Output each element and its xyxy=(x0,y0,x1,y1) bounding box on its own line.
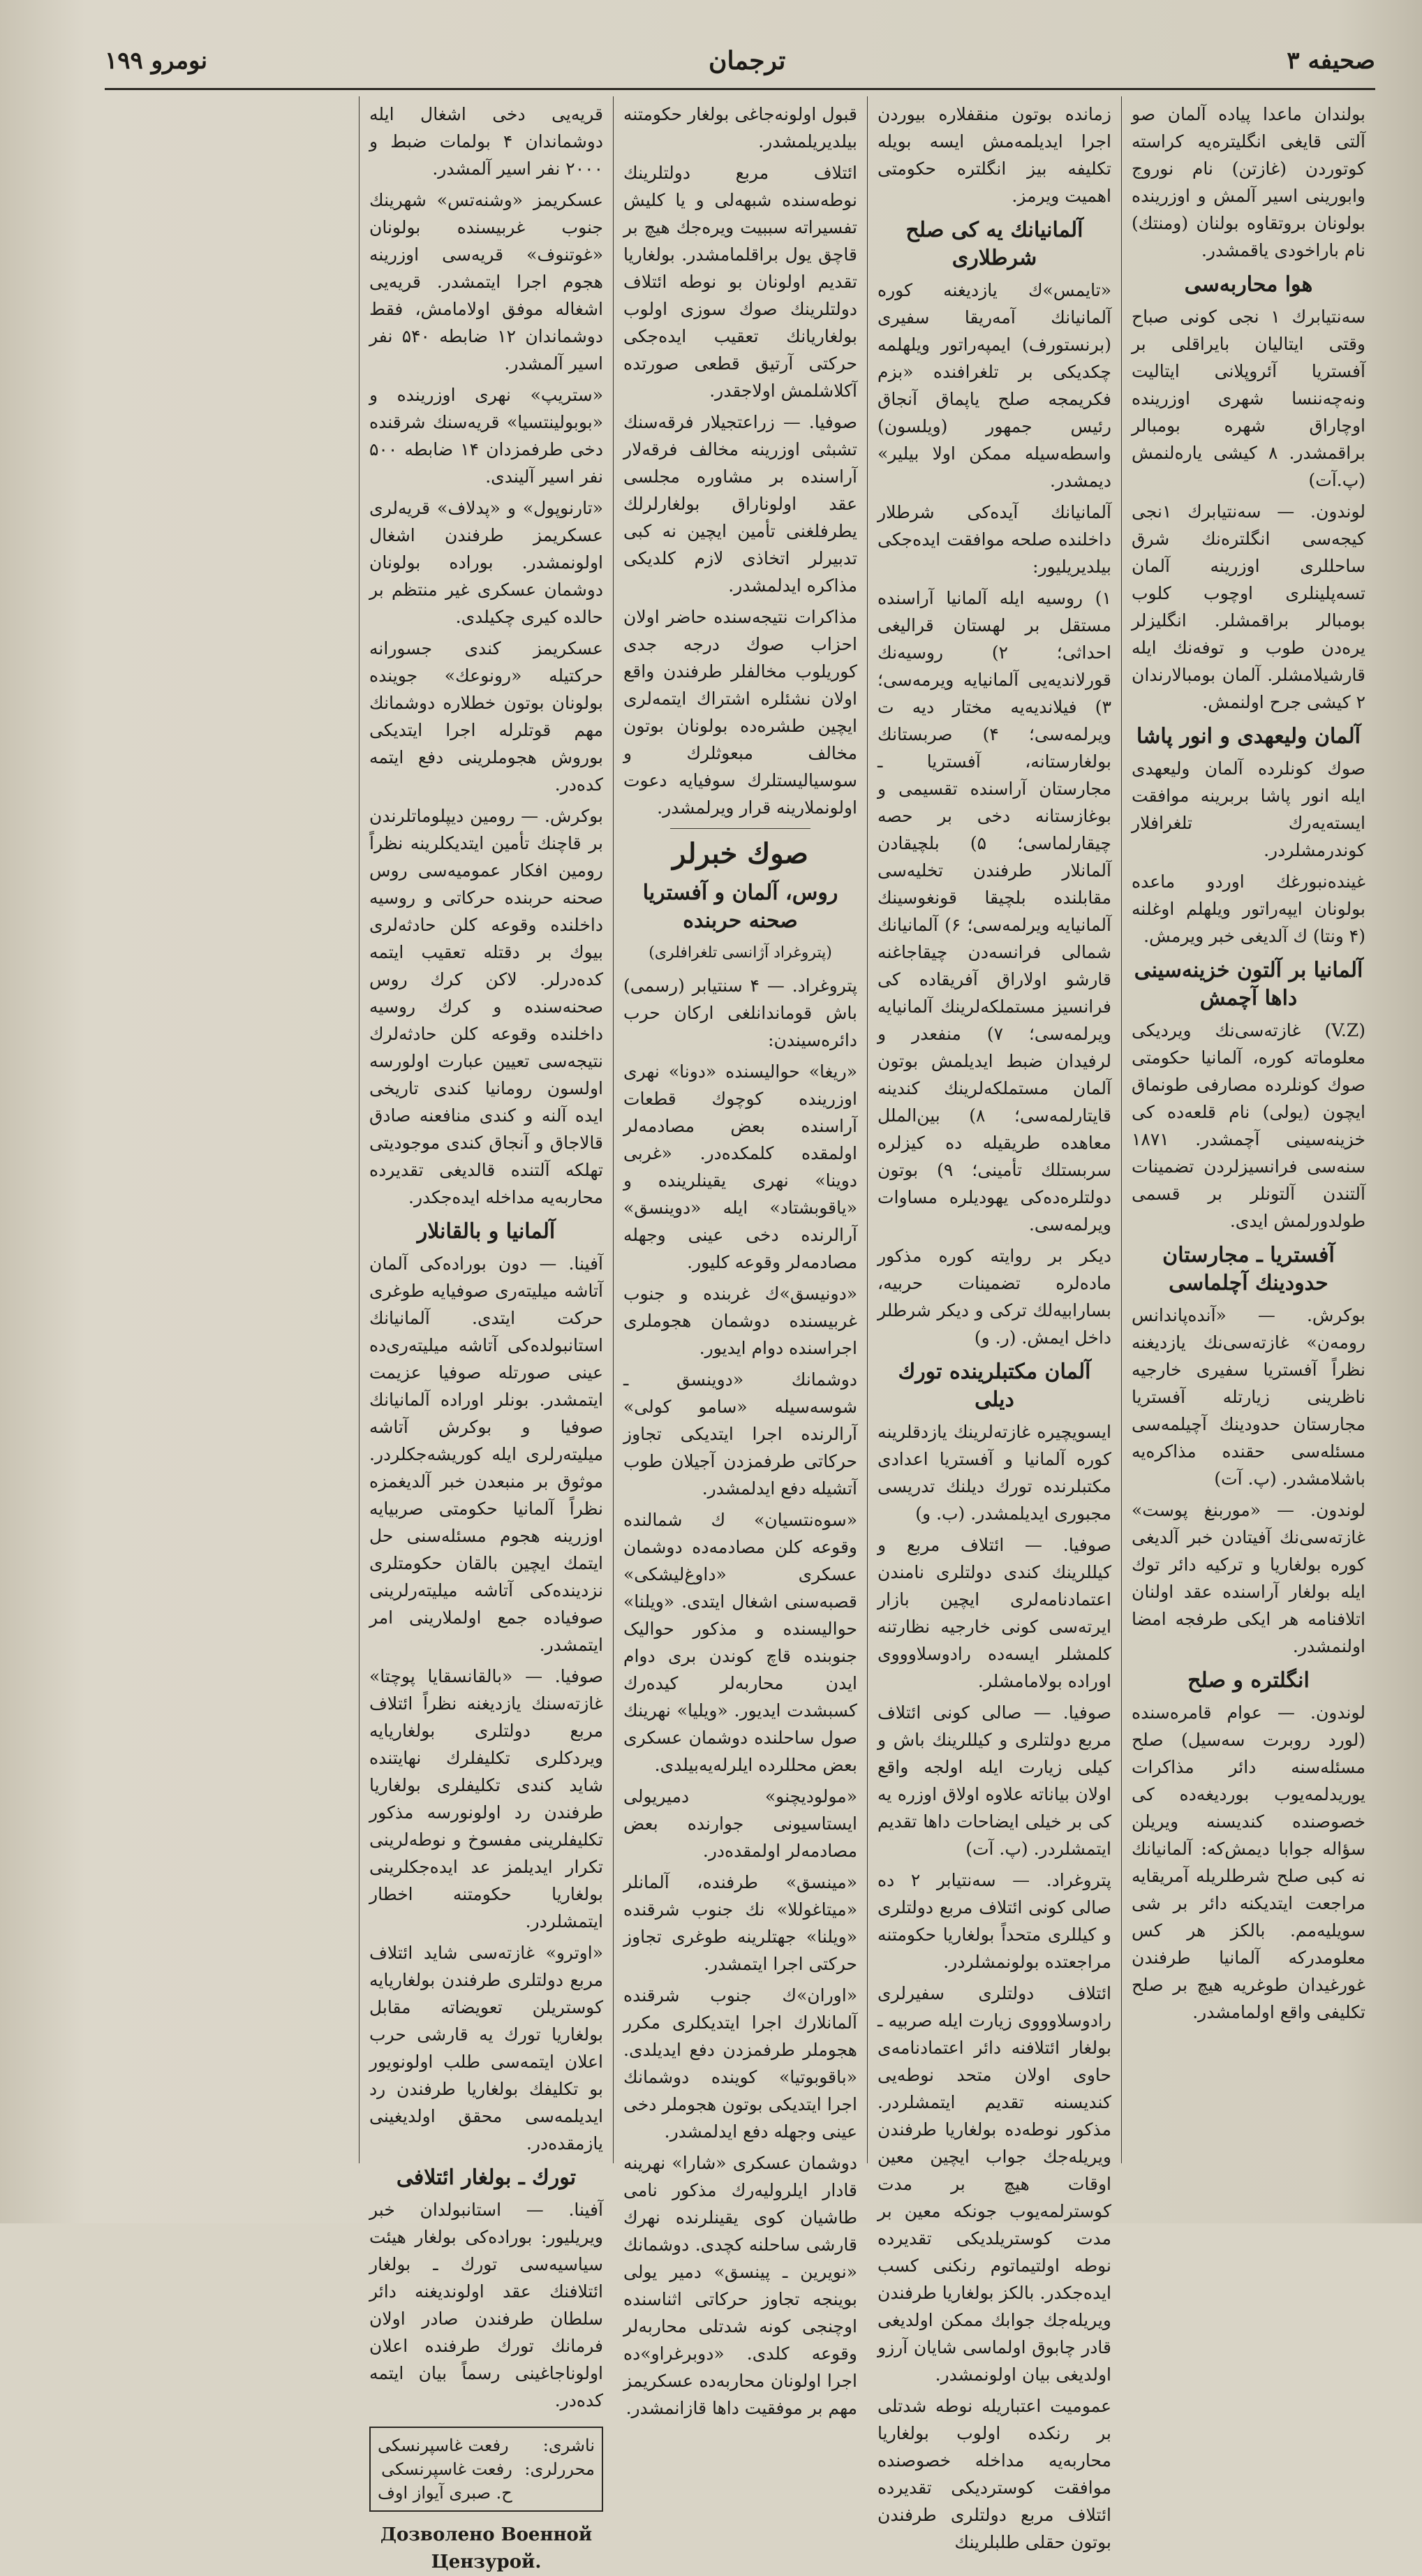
article-heading: تورك ـ بولغار ائتلافی xyxy=(396,2165,577,2190)
article-paragraph: قریه‌یی دخی اشغال ایله دوشماندان ۴ بولمات ضبط و ۲۰۰۰ نفر اسیر آلمشدر. xyxy=(369,104,603,179)
article-paragraph: غینده‌نبورغك اوردو ماعده بولونان ایپه‌راتور ویلهلم اوغلنه (۴ ونتا) ك آلدیغی خبر ویرمش. xyxy=(1132,871,1365,946)
article-paragraph: «ستریپ» نهری اوزرینده و «بوبولینتسیا» قریه‌سنك شرقنده دخی طرفمزدان ۱۴ ضابطه ۵۰۰ نفر اسیر آلیندی. xyxy=(369,385,603,487)
article-paragraph: ائتلاف دولتلری سفیرلری رادوسلاوووی زیارت ایله صربیه ـ بولغار ائتلافنه دائر اعتمادنامه‌ی حاوی اولان متحد نوطه‌یی کندیسنه تقدیم ایتمشلردر. مذکور نوطه‌ده بولغاریا طرفندن ویریله‌جك جواب ایچین معین اوقات هیچ بر مدت کوسترلمه‌یوب جونکه معین بر مدت کوستریلدیکی تقدیرده نوطه اولتیماتوم رنکنی کسب ایده‌جکدر. بالکز بولغاریا طرفندن ویریله‌جك جوابك ممکن اولدیغی قادر چابوق اولماسی شایان آرزو اولدیغی بیان اولونمشدر. xyxy=(877,1983,1111,2385)
article-subheading: (پتروغراد آژانسی تلغرافلری) xyxy=(649,944,832,962)
article-heading: آلمانیا بر آلتون خزینه‌سینی داها آچمش xyxy=(1134,958,1363,1010)
article-paragraph: (V.Z) غازته‌سی‌نك ویردیکی معلوماته کوره، آلمانیا حکومتی صوك کونلرده مصارفی طونماق ایچون (یولی) نام قلعه‌ده کی خزینه‌سینی آچمشدر. ۱۸۷۱ سنه‌سی فرانسیزلردن تضمینات آلتندن آلتونلر بر قسمی طولدورلمش ایدی. xyxy=(1132,1020,1365,1231)
article-paragraph: سه‌نتیابرك ۱ نجی کونی صباح وقتی ایتالیان بایراقلی بر آفستریا آئروپلانی ایتالیت ونه‌چه‌ننسا شهری اوزرینده اوچاراق شهره بومبالر براقمشدر. ۸ کیشی یاره‌لنمش (پ.آت) xyxy=(1132,307,1365,490)
article-paragraph: صوفیا. — صالی کونی ائتلاف مربع دولتلری و کیللرینك باش و کیلی زیارت ایله اولجه واقع اولان بیاناته علاوه اولاق اوزره یه کی بر خیلی ایضاحات داها تقدیم ایتمشلردر. (پ. آت) xyxy=(877,1702,1111,1859)
article-paragraph: «سوه‌نتسیان» ك شمالنده وقوعه کلن مصادمه‌ده دوشمان عسکری «داوغ‌لیشکی» قصبه‌سنی اشغال ایتدی. «ویلنا» حوالیسنده و مذکور حوالیک جنوبنده قاچ کوندن بری دوام ایدن محاربه‌لر کیده‌رك کسبشدت ایدیور. «ویلیا» نهرینك صول ساحلنده دوشمان عسکری بعض محللرده ایلرله‌یه‌بیلدی. xyxy=(623,1510,857,1775)
imprint-box xyxy=(369,2427,603,2512)
article-paragraph: «اوترو» غازته‌سی شاید ائتلاف مربع دولتلری طرفندن بولغاریایه کوستریلن تعویضاته مقابل بولغاریا تورك یه قارشی حرب اعلان ایتمه‌سی طلب اولونویور بو تکلیفك بولغاریا طرفندن رد ایدیلمه‌سی محقق اولدیغینی یازمقده‌در. xyxy=(369,1943,603,2154)
column-4 xyxy=(359,96,613,2573)
article-heading: آلمان ولیعهدی و انور پاشا xyxy=(1136,724,1361,749)
newspaper-title: ترجمان xyxy=(709,46,786,75)
article-heading: صوك خبرلر xyxy=(672,837,808,870)
column-1 xyxy=(1121,96,1375,2163)
article-paragraph: صوفیا. — «بالقانسقایا پوچتا» غازته‌سنك یازدیغنه نظراً ائتلاف مربع دولتلری بولغاریایه ویردکلری تکلیفلرك نهایتنده شاید کندی تکلیفلری بولغاریا طرفندن رد اولونورسه مذکور تکلیفلرینی مفسوخ و نوطه‌لرینی تکرار ایدیلمز عد ایده‌جکلرینی بولغاریا حکومتنه اخطار ایتمشلردر. xyxy=(369,1666,603,1931)
article-paragraph: «تایمس»ك یازدیغنه کوره آلمانیانك آمه‌ریقا سفیری (برنستورف) ایمپه‌راتور ویلهلمه چکدیکی بر تلغرافنده «بزم فکریمجه صلح یاپماق آنجاق رئیس جمهور (ویلسون) واسطه‌سیله ممکن اولا بیلیر» دیمشدر. xyxy=(877,280,1111,491)
article-paragraph: «مینسق» طرفنده، آلمانلر «میتاغوللا» نك جنوب شرقنده «ویلنا» جهتلرینه طوغری تجاوز حرکتی اجرا ایتمشدر. xyxy=(623,1872,857,1974)
article-paragraph: دوشمانك «دوینسق ـ شوسه‌سیله «سامو کولی» آرالرنده اجرا ایتدیکی تجاوز حرکاتی طرفمزدن آجیلان طوب آتشیله دفع ایدلمشدر. xyxy=(623,1369,857,1499)
article-paragraph: «ریغا» حوالیسنده «دونا» نهری اوزرینده کوچوك قطعات آراسنده بعض مصادمه‌لر اولمقده کلمکده‌در. «غربی دوینا» نهری یقینلرینده و «یاقوبشتاد» ایله «دوینسق» آرالرنده دخی عینی وجهله مصادمه‌لر وقوعه کلیور. xyxy=(623,1061,857,1272)
editors-label: محررلری: xyxy=(524,2459,595,2479)
article-paragraph: آفینا. — استانبولدان خبر ویریلیور: بوراده‌کی بولغار هیئت سیاسیه‌سی تورك ـ بولغار ائتلافنك عقد اولوندیغنه دائر سلطان طرفندن صادر اولان فرمانك تورك طرفنده اعلان اولوناجاغینی رسماً بیان ایتمه کده‌در. xyxy=(369,2200,603,2411)
article-paragraph: لوندون. — «موربنغ پوست» غازته‌سی‌نك آفیتادن خبر آلدیغی کوره بولغاریا و ترکیه دائر توك ایله بولغار آراسنده عقد اولنان اتلافنامه هر ایکی طرفجه امضا اولنمشدر. xyxy=(1132,1500,1365,1656)
article-paragraph: لوندون. — عوام قامره‌سنده (لورد روبرت سه‌سیل) صلح مسئله‌سنه دائر مذاکرات یوریدلمه‌یوب بوردیغه‌ده کی خصوصنده کندیسنه ویریلن سؤاله جوابا دیمش‌که: آلمانیانك نه کبی صلح شرطلریله آمریقایه مراجعت ایتدیکنه دائر بر شی سویلیه‌مم. بالکز هر کس معلومدرکه آلمانیا طرفندن غورغیدان طوغریه هیچ بر صلح تکلیفی واقع اولمامشدر. xyxy=(1132,1702,1365,2022)
article-heading: انگلتره و صلح xyxy=(1187,1668,1310,1693)
article-heading: آلمانیا و بالقانلار xyxy=(417,1219,556,1244)
column-3 xyxy=(613,96,867,2418)
article-heading: آلمان مکتبلرینده تورك دیلی xyxy=(898,1360,1091,1412)
article-paragraph: آلمانیانك آیده‌کی شرطلار داخلنده صلحه موافقت ایده‌جکی بیلدیریلیور: xyxy=(877,502,1111,577)
masthead xyxy=(105,36,1375,85)
article-paragraph: ۱) روسیه ایله آلمانیا آراسنده مستقل بر لهستان قرالیغی احداثی؛ ۲) روسیه‌نك قورلاندیه‌یی آلمانیایه ویرمه‌سی؛ ۳) فیلاندیه‌یه مختار دیه ت ویرلمه‌سی؛ ۴) صربستانك بولغارستانه، آفستریا ـ مجارستان آراسنده تقسیمی و بوغازستانه دخی بر حصه چیقارلماسی؛ ۵) بلچیقادن آلمانلار طرفندن تخلیه‌سی مقابلنده بلچیقا قونغوسینك آلمانیایه ویرلمه‌سی؛ ۶) آلمانیانك شمالی فرانسه‌دن چیقاجاغنه قارشو اولاراق آفریقاده کی فرانسیز مستملکه‌لرینك آلمانیایه ویرلمه‌سی؛ ۷) منفعدر و لرفیدان ضبط ایدیلمش بوتون آلمان مستملکه‌لرینك کندینه قایتارلمه‌سی؛ ۸) بین‌الملل معاهده طریقیله ده کیزلره سربستلك تأمینی؛ ۹) بوتون دولتلره‌ده‌کی یهودیلره مساوات ویرلمه‌سی. xyxy=(877,588,1112,1235)
article-paragraph: عسکریمز کندی جسورانه حرکتیله «رونوعك» جوینده بولونان بوتون خطلاره دوشمانك مهم قوتلرله اجرا ایتدیکی بوروش هجوملرینی دفع ایتمه کده‌در. xyxy=(369,638,603,795)
article-paragraph: آفینا. — دون بوراده‌کی آلمان آتاشه میلیته‌ری صوفیایه طوغری حرکت ایتدی. آلمانیانك استانبولده‌کی آتاشه میلیته‌ری‌ده‌ عینی صورتله صوفیا عزیمت ایتمشدر. بونلر اوراده آلمانیانك صوفیا و بوکرش آتاشه میلیته‌رلری ایله کوریشه‌جکلردر. موثوق بر منبعدن خبر آلدیغمزه نظراً آلمانیا حکومتی صربیایه اوزرینه هجوم مسئله‌سنی حل ایتمك ایچین بالقان حکومتلری نزدینده‌کی آتاشه میلیته‌رلرینی صوفیاده جمع اولملارینی امر ایتمشدر. xyxy=(369,1253,603,1655)
section-divider xyxy=(670,828,810,829)
publisher-name: رفعت غاسپرنسکی xyxy=(378,2436,509,2455)
article-paragraph: عمومیت اعتباریله نوطه شدتلی بر رنکده اولوب بولغاریا محاربه‌یه مداخله خصوصنده موافقت کوستردیکی تقدیرده ائتلاف مربع دولتلری طرفندن بوتون حقلی طلبلرینك xyxy=(877,2396,1111,2552)
editor-name: رفعت غاسپرنسکی xyxy=(381,2459,512,2479)
article-paragraph: قبول اولونه‌جاغی بولغار حکومتنه بیلدیریلمشدر. xyxy=(623,104,857,152)
article-paragraph: پتروغراد. — ۴ سنتیابر (رسمی) باش قوماندانلغی ارکان حرب دائره‌سیندن: xyxy=(623,976,857,1050)
editor-name: ح. صبری آیواز اوف xyxy=(378,2483,512,2503)
article-paragraph: بوکرش. — رومین دیپلوماتلرندن بر قاچنك تأمین ایتدیکلرینه نظراً رومین افکار عمومیه‌سی روس صحنه حربنده حرکاتی و روسیه داخلنده وقوعه کلن حادثه‌لری بیوك بر دقتله تعقیب ایتمه کده‌درلر. لاکن کرك روس صحنه‌سنده و کرك روسیه داخلنده وقوعه کلن حادثه‌لرك نتیجه‌سی تعیین عبارت اولورسه اولسون رومانیا کندی تاریخی ایده آلنه و کندی منافعنه صادق قالاجاق و آنجاق کندی موجودیتی تهلکه آلتنده قالدیغی تقدیرده محاربه‌یه مداخله ایده‌جکدر. xyxy=(369,806,603,1207)
article-paragraph: بولندان ماعدا پیاده آلمان صو آلتی قایغی انگلیتره‌یه کراسته کوتوردن (غازتن) نام نوروج وابورینی اسیر آلمش و اوزرینده بولونان بروتقاوه بولنان (ومنتك) نام باراخودی یاقمشدر. xyxy=(1132,104,1365,260)
article-heading: آلمانیانك یه کی صلح شرطلاری xyxy=(905,218,1083,270)
censorship-notice: Дозволено Военной Цензурой. xyxy=(380,2524,593,2573)
article-paragraph: «دونیسق»ك غربنده و جنوب غربیسنده دوشمان هجوملری اجراسنده دوام ایدیور. xyxy=(623,1283,857,1358)
article-paragraph: پتروغراد. — سه‌نتیابر ۲ ده صالی کونی ائتلاف مربع دولتلری و کیللری متحداً بولغاریا حکومتنه مراجعتده بولونمشلردر. xyxy=(877,1870,1111,1972)
article-paragraph: صوفیا. — ائتلاف مربع و کیللرینك کندی دولتلری نامندن اعتمادنامه‌لری ایچین بازار ایرته‌سی کونی خارجیه نظارتنه کلمشلر ایسه‌ده رادوسلاوووی اوراده بولامامشلر. xyxy=(877,1535,1111,1691)
article-paragraph: زمانده بوتون منقفلاره بیوردن اجرا ایدیلمه‌مش ایسه بویله تکلیفه بیز انگلتره حکومتی اهمیت ویرمز. xyxy=(877,104,1111,206)
publisher-label: ناشری: xyxy=(542,2436,595,2455)
article-heading: هوا محاربه‌سی xyxy=(1184,272,1313,297)
publisher-row xyxy=(378,2434,595,2457)
article-paragraph: دوشمان عسکری «شارا» نهرینه قادار ایلرولیه‌رك مذکور نامی طاشیان کوی یقینلرنده نهرك قارشی ساحلنه کچدی. دوشمانك «نویرین ـ پینسق» دمیر یولی بوینجه تجاوز حرکاتی اثناسنده اوچنجی کونه شدتلی محاربه‌لر وقوعه کلدی. «دوبرغراو»ده اجرا اولونان محاربه‌ده عسکریمز مهم بر موفقیت داها قازانمشدر. xyxy=(623,2153,857,2418)
article-paragraph: «مولودیچنو» دمیریولی ایستاسیونی جوارنده بعض مصادمه‌لر اولمقده‌در. xyxy=(623,1786,857,1861)
article-paragraph: «اوران»ك جنوب شرقنده آلمانلارك اجرا ایتدیکلری مکرر هجوملر طرفمزدن دفع ایدیلدی. «باقوبوتیا» کوینده دوشمانك اجرا ایتدیکی بوتون هجوملر دخی عینی وجهله دفع ایدلمشدر. xyxy=(623,1985,857,2142)
article-paragraph: صوك کونلرده آلمان ولیعهدی ایله انور پاشا بربرینه موافقت ایسته‌یه‌رك تلغرافلار کوندرمشلردر. xyxy=(1132,758,1365,860)
article-paragraph: ایسویچیره غازته‌لرینك یازدقلرینه کوره آلمانیا و آفستریا اعدادی مکتبلرنده تورك دیلنك تدریسی مجبوری ایدیلمشدر. (ب. و) xyxy=(877,1422,1111,1524)
column-2 xyxy=(867,96,1121,2552)
page-number: صحیفه ۳ xyxy=(1287,47,1375,75)
article-paragraph: عسکریمز «وشنه‌تس» شهرینك جنوب غربیسنده بولونان «غوتنوف» قریه‌سی اوزرینه هجوم اجرا ایتمشدر. قریه‌یی اشغاله موفق اولامامش، فقط دوشماندان ۱۲ ضابطه ۵۴۰ نفر اسیر آلمشدر. xyxy=(369,190,603,374)
article-paragraph: صوفیا. — زراعتجیلار فرقه‌سنك تشبثی اوزرینه مخالف فرقه‌لار آراسنده بر مشاوره مجلسی عقد اولوناراق بولغارلرلك یطرفلغنی تأمین ایچین نه کبی تدبیرلر اتخاذی لازم کلدیکی مذاکره ایدلمشدر. xyxy=(623,412,857,596)
article-paragraph: دیکر بر روایته کوره مذکور ماده‌لره تضمینات حربیه، بسارابیه‌لك ترکی و دیکر شرطلر داخل ایمش. (ر. و) xyxy=(877,1246,1111,1348)
article-heading: آفستریا ـ مجارستان حدودینك آچلماسی xyxy=(1162,1243,1335,1295)
article-heading: روس، آلمان و آفستریا صحنه حربنده xyxy=(642,881,838,933)
article-paragraph: ائتلاف مربع دولتلرینك نوطه‌سنده شبهه‌لی و یا کلیش تفسیراته سببیت ویره‌جك هیچ بر قاچق یول براقلمامشدر. بولغاریا تقدیم اولونان بو نوطه ائتلاف دولتلرینك صوك سوزی اولوب بولغاریانك تعقیب ایده‌جکی حرکتی آرتیق قطعی صورتده آکلاشلمش اولاجقدر. xyxy=(623,163,857,401)
article-paragraph: «تارنوپول» و «پدلاف» قریه‌لری عسکریمز طرفندن اشغال اولونمشدر. بوراده بولونان دوشمان عسکری غیر منتظم بر حالده کیری چکیلدی. xyxy=(369,498,603,627)
issue-number: نومرو ۱۹۹ xyxy=(105,47,208,75)
article-paragraph: بوکرش. — «آنده‌پاندانس رومه‌ن» غازته‌سی‌نك یازدیغنه نظراً آفستریا سفیری خارجیه ناظرینی زیارتله آفستریا مجارستان حدودینك آچیلمه‌سی مسئله‌سی حقنده مذاکره‌یه باشلامشدر. (پ. آت) xyxy=(1132,1305,1365,1489)
article-paragraph: لوندون. — سه‌نتیابرك ۱نجی کیجه‌سی انگلتره‌نك شرق ساحللری اوزرینه آلمان تسه‌پلینلری اوچوب کلوب بومبالر براقمشلر. انگلیزلر یره‌دن طوب و توفه‌نك ایله قارشیلامشلر. آلمان بومبالارندان ۲ کیشی جرح اولنمش. xyxy=(1132,501,1365,712)
masthead-rule xyxy=(105,88,1375,90)
columns xyxy=(105,96,1375,2573)
editors-row xyxy=(378,2457,595,2505)
editors-names xyxy=(378,2457,512,2505)
article-paragraph: مذاکرات نتیجه‌سنده حاضر اولان احزاب صوك درجه جدی کوریلوب مخالفلر طرفندن واقع اولان نشئلره اشتراك ایتمه‌لری ایچین طشره‌ده بولونان بوتون مخالف مبعوثلرك و سوسیالیستلرك سوفیایه دعوت اولونملارینه قرار ویرلمشدر. xyxy=(623,607,857,818)
